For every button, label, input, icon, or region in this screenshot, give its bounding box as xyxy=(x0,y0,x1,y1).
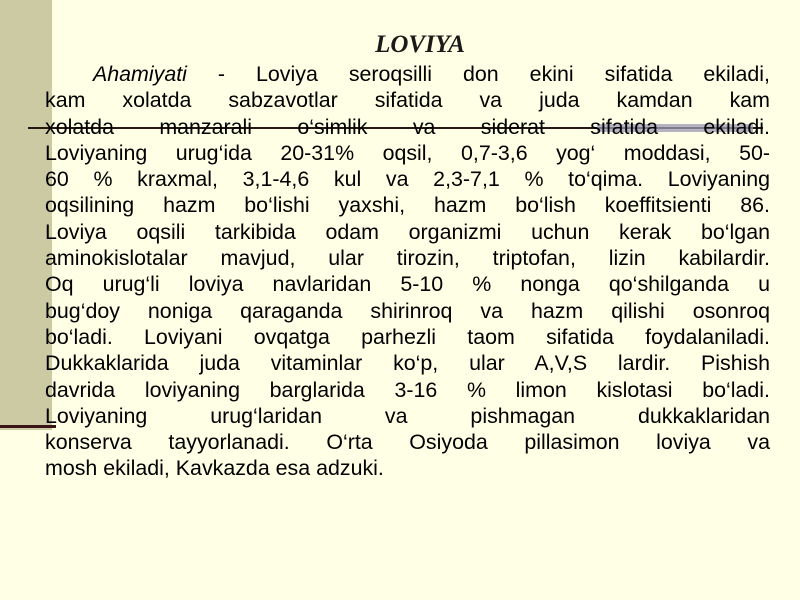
body-line: xolatda manzarali o‘simlik va siderat sifatida ekiladi. xyxy=(45,114,770,139)
body-line: mosh ekiladi, Kavkazda esa adzuki. xyxy=(45,456,384,481)
body-line xyxy=(45,61,770,87)
body-line: bo‘ladi. Loviyani ovqatga parhezli taom sifatida foydalaniladi. xyxy=(45,324,770,349)
body-line: 60 % kraxmal, 3,1-4,6 kul va 2,3-7,1 % to‘qima. Loviyaning xyxy=(45,167,770,192)
body-line: Loviyaning urug‘ida 20-31% oqsil, 0,7-3,6 yog‘ moddasi, 50- xyxy=(45,140,770,165)
slide-body-text xyxy=(45,61,770,482)
body-line: Loviya oqsili tarkibida odam organizmi uchun kerak bo‘lgan xyxy=(45,219,770,244)
body-line: Loviyaning urug‘laridan va pishmagan dukkaklaridan xyxy=(45,403,770,428)
lead-word: Ahamiyati xyxy=(93,62,187,86)
body-line-text: - Loviya seroqsilli don ekini sifatida ekiladi, xyxy=(186,62,770,86)
slide-title: LOVIYA xyxy=(375,31,465,58)
body-line: bug‘doy noniga qaraganda shirinroq va hazm qilishi osonroq xyxy=(45,298,770,323)
body-line: Dukkaklarida juda vitaminlar ko‘p, ular A,V,S lardir. Pishish xyxy=(45,351,770,376)
body-line: davrida loviyaning barglarida 3-16 % limon kislotasi bo‘ladi. xyxy=(45,377,770,402)
body-line: aminokislotalar mavjud, ular tirozin, triptofan, lizin kabilardir. xyxy=(45,246,770,271)
body-line: kam xolatda sabzavotlar sifatida va juda kamdan kam xyxy=(45,88,770,113)
body-line: oqsilining hazm bo‘lishi yaxshi, hazm bo‘lish koeffitsienti 86. xyxy=(45,193,770,218)
body-line: konserva tayyorlanadi. O‘rta Osiyoda pillasimon loviya va xyxy=(45,430,770,455)
body-line: Oq urug‘li loviya navlaridan 5-10 % nonga qo‘shilganda u xyxy=(45,272,770,297)
